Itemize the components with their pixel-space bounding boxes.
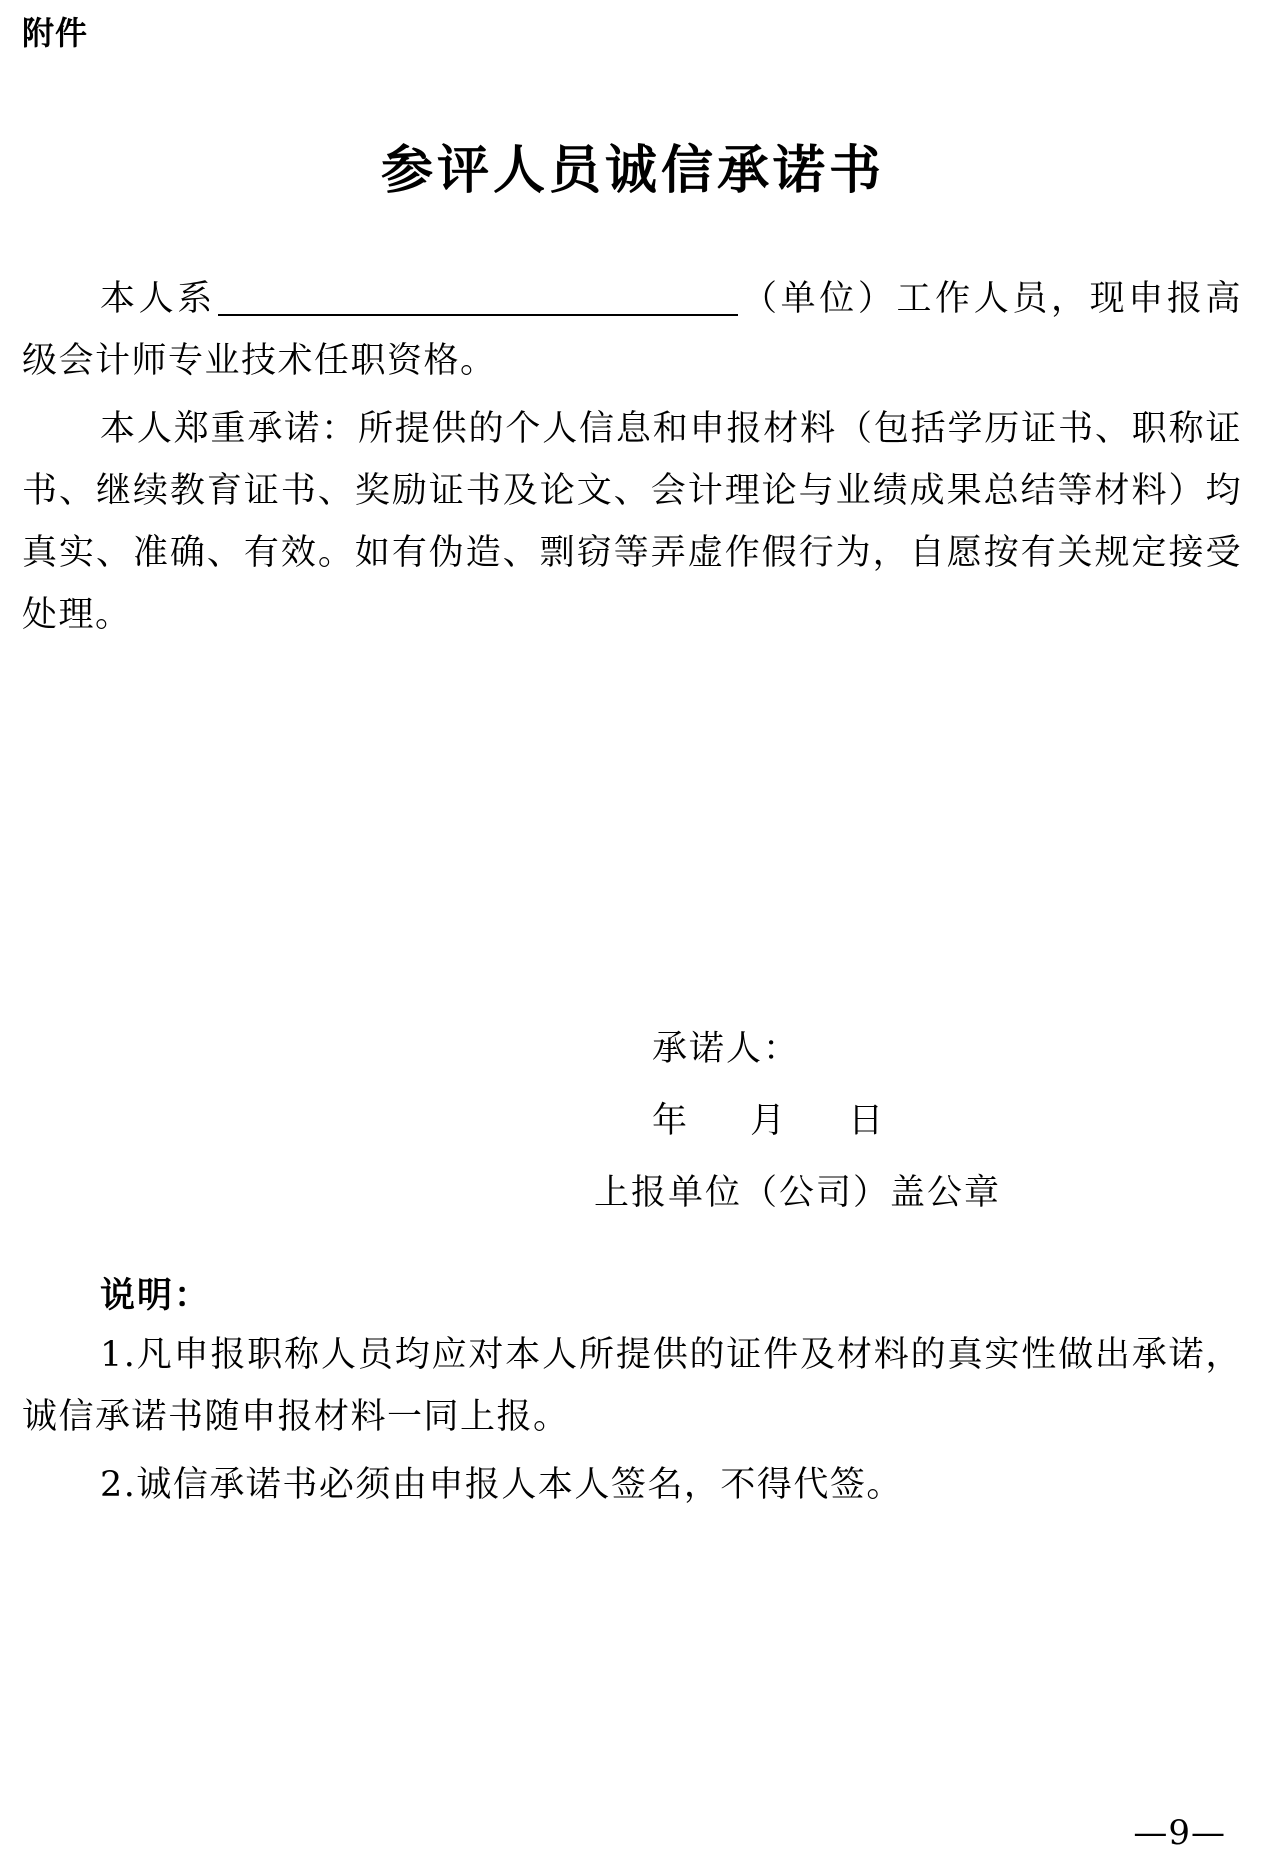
page-number: —9—: [1133, 1813, 1226, 1853]
notes-section: [22, 1268, 1242, 1522]
paragraph-pledge: 本人郑重承诺：所提供的个人信息和申报材料（包括学历证书、职称证书、继续教育证书、奖励证书及论文、会计理论与业绩成果总结等材料）均真实、准确、有效。如有伪造、剽窃等弄虚作假行为，自愿按有关规定接受处理。: [22, 409, 1242, 635]
promisor-signature-label: 承诺人：: [652, 1029, 801, 1069]
document-body: [22, 268, 1242, 1505]
page-title: 参评人员诚信承诺书: [380, 140, 885, 201]
affiliation-suffix-text: （单位）工作人员，现申报高级会计师专业技术任职资格。: [22, 279, 1242, 381]
notes-item: 2.诚信承诺书必须由申报人本人签名，不得代签。: [100, 1465, 903, 1505]
paragraph-affiliation: [22, 268, 1242, 392]
signature-date-label: 年 月 日: [652, 1101, 910, 1141]
attachment-label: 附件: [22, 14, 89, 52]
official-seal-label: 上报单位（公司）盖公章: [594, 1173, 1002, 1213]
affiliation-prefix-text: 本人系: [100, 279, 216, 319]
unit-name-blank-field[interactable]: [218, 278, 738, 316]
notes-item: 1.凡申报职称人员均应对本人所提供的证件及材料的真实性做出承诺，诚信承诺书随申报材料一同上报。: [22, 1335, 1242, 1437]
notes-title: 说明：: [100, 1276, 212, 1316]
signature-block: [22, 1013, 1242, 1229]
